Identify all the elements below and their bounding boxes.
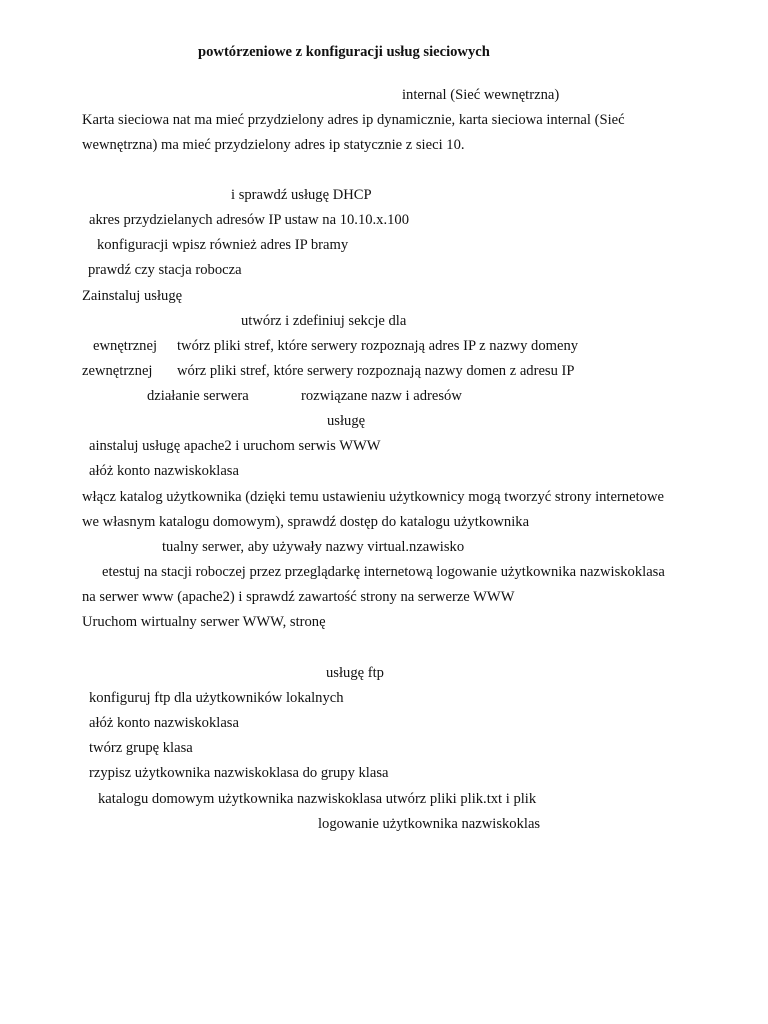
text-line: Zainstaluj usługę (82, 288, 183, 304)
text-line: konfiguracji wpisz również adres IP bramy (97, 237, 349, 253)
text-line: we własnym katalogu domowym), sprawdź dostęp do katalogu użytkownika (82, 514, 530, 530)
text-line: twórz grupę klasa (89, 740, 193, 756)
text-line: utwórz i zdefiniuj sekcje dla (241, 313, 407, 329)
text-line: działanie serwera (147, 388, 249, 404)
text-line: wórz pliki stref, które serwery rozpoznają nazwy domen z adresu IP (177, 363, 575, 379)
text-line: usługę ftp (326, 665, 384, 681)
text-line: rzypisz użytkownika nazwiskoklasa do grupy klasa (89, 765, 389, 781)
text-line: internal (Sieć wewnętrzna) (402, 87, 560, 103)
text-line: katalogu domowym użytkownika nazwiskoklasa utwórz pliki plik.txt i plik (98, 791, 537, 807)
text-line: twórz pliki stref, które serwery rozpoznają adres IP z nazwy domeny (177, 338, 579, 354)
text-line: etestuj na stacji roboczej przez przeglądarkę internetową logowanie użytkownika nazwiskoklasa (102, 564, 665, 580)
text-line: tualny serwer, aby używały nazwy virtual.nzawisko (162, 539, 465, 555)
text-line: prawdź czy stacja robocza (88, 262, 242, 278)
text-line: na serwer www (apache2) i sprawdź zawartość strony na serwerze WWW (82, 589, 515, 605)
text-line: włącz katalog użytkownika (dzięki temu ustawieniu użytkownicy mogą tworzyć strony internetowe (82, 489, 664, 505)
text-line: zewnętrznej (82, 363, 153, 379)
text-line: ałóż konto nazwiskoklasa (89, 463, 239, 479)
text-line: ałóż konto nazwiskoklasa (89, 715, 239, 731)
text-line: ainstaluj usługę apache2 i uruchom serwis WWW (89, 438, 381, 454)
document-title: powtórzeniowe z konfiguracji usług sieciowych (198, 44, 490, 60)
text-line: akres przydzielanych adresów IP ustaw na 10.10.x.100 (89, 212, 410, 228)
text-line: usługę (327, 413, 366, 429)
text-line: i sprawdź usługę DHCP (231, 187, 372, 203)
text-line: wewnętrzna) ma mieć przydzielony adres ip statycznie z sieci 10. (82, 137, 465, 153)
text-line: konfiguruj ftp dla użytkowników lokalnych (89, 690, 344, 706)
text-line: Uruchom wirtualny serwer WWW, stronę (82, 614, 326, 630)
text-line: logowanie użytkownika nazwiskoklas (318, 816, 541, 832)
text-line: Karta sieciowa nat ma mieć przydzielony adres ip dynamicznie, karta sieciowa internal (Sieć (82, 112, 625, 128)
text-line: rozwiązane nazw i adresów (301, 388, 462, 404)
text-line: ewnętrznej (93, 338, 158, 354)
